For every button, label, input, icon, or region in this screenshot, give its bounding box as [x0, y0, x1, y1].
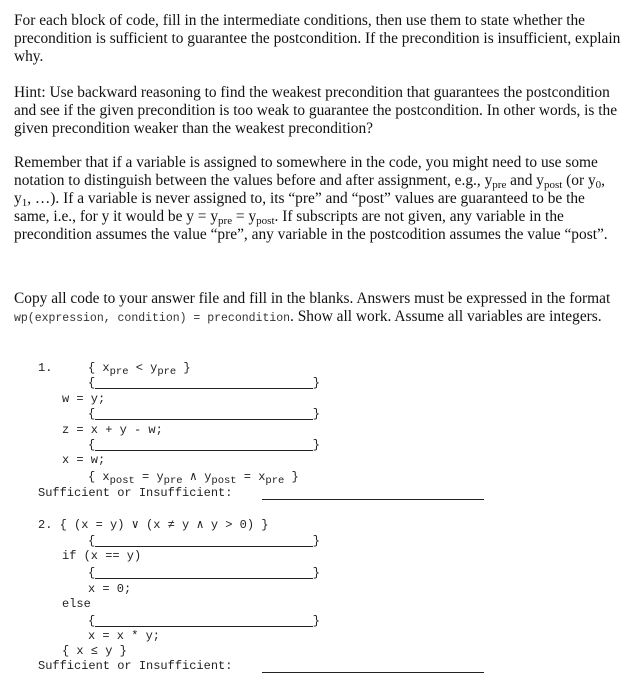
problem2-answer-field[interactable] [262, 672, 484, 673]
problem1-answer-label: Sufficient or Insufficient: [38, 486, 233, 500]
format-code: wp(expression, condition) = precondition [14, 312, 291, 325]
problem1-precondition: { $x_{pre} < y_{pre}$ } [88, 361, 191, 378]
problem2-if-line: if (x == y) [62, 549, 142, 563]
problem2-blank-2[interactable]: { } [88, 566, 320, 580]
notation-paragraph: Remember that if a variable is assigned to somewhere in the code, you might need to use some notation to distinguish between the values before and after assignment, e.g., $y_{pre}$ and $y_{post}$ (or $y_0$, $y_1$, …). If a variable is never assigned to, its “pre” and “post” values are guaranteed to be the same, i.e., for y it would be $y = y_{pre} = y_{post}$. If subscripts are not given, any variable in the precondition assumes the value “pre”, any variable in the postcodition assumes the value “post”. [14, 154, 608, 243]
format-paragraph: Copy all code to your answer file and fill in the blanks. Answers must be expressed in the format wp(expression, condition) = precondition. Show all work. Assume all variables are integers. [14, 290, 611, 325]
problem1-stmt-1: w = y; [62, 392, 106, 406]
instructions-paragraph: For each block of code, fill in the intermediate conditions, then use them to state whether the precondition is sufficient to guarantee the postcondition. If the precondition is insufficient, explain why. [14, 12, 621, 65]
problem1-blank-3[interactable]: { } [88, 438, 320, 452]
problem2-answer-label: Sufficient or Insufficient: [38, 659, 233, 673]
problem1-stmt-3: x = w; [62, 453, 106, 467]
problem2-precondition: 2. { (x = y) ∨ (x ≠ y ∧ y > 0) } [38, 518, 269, 532]
problem2-blank-3[interactable]: { } [88, 614, 320, 628]
problem2-postcondition: { x ≤ y } [62, 644, 127, 658]
problem2-else-line: else [62, 597, 91, 611]
problem2-blank-1[interactable]: { } [88, 534, 320, 548]
problem1-postcondition: { $x_{post} = y_{pre}$ ∧ $y_{post} = x_{pre}$ } [88, 470, 299, 487]
hint-paragraph: Hint: Use backward reasoning to find the weakest precondition that guarantees the postcondition and see if the given precondition is too weak to guarantee the postcondition. In other words, is the given precondition weaker than the weakest precondition? [14, 84, 618, 137]
problem1-stmt-2: z = x + y - w; [62, 423, 163, 437]
problem2-stmt-2: x = x * y; [88, 629, 161, 643]
problem1-blank-2[interactable]: { } [88, 407, 320, 421]
problem1-number: 1. [38, 361, 53, 375]
problem1-answer-field[interactable] [262, 499, 484, 500]
problem2-stmt-1: x = 0; [88, 582, 132, 596]
problem1-blank-1[interactable]: { } [88, 376, 320, 390]
